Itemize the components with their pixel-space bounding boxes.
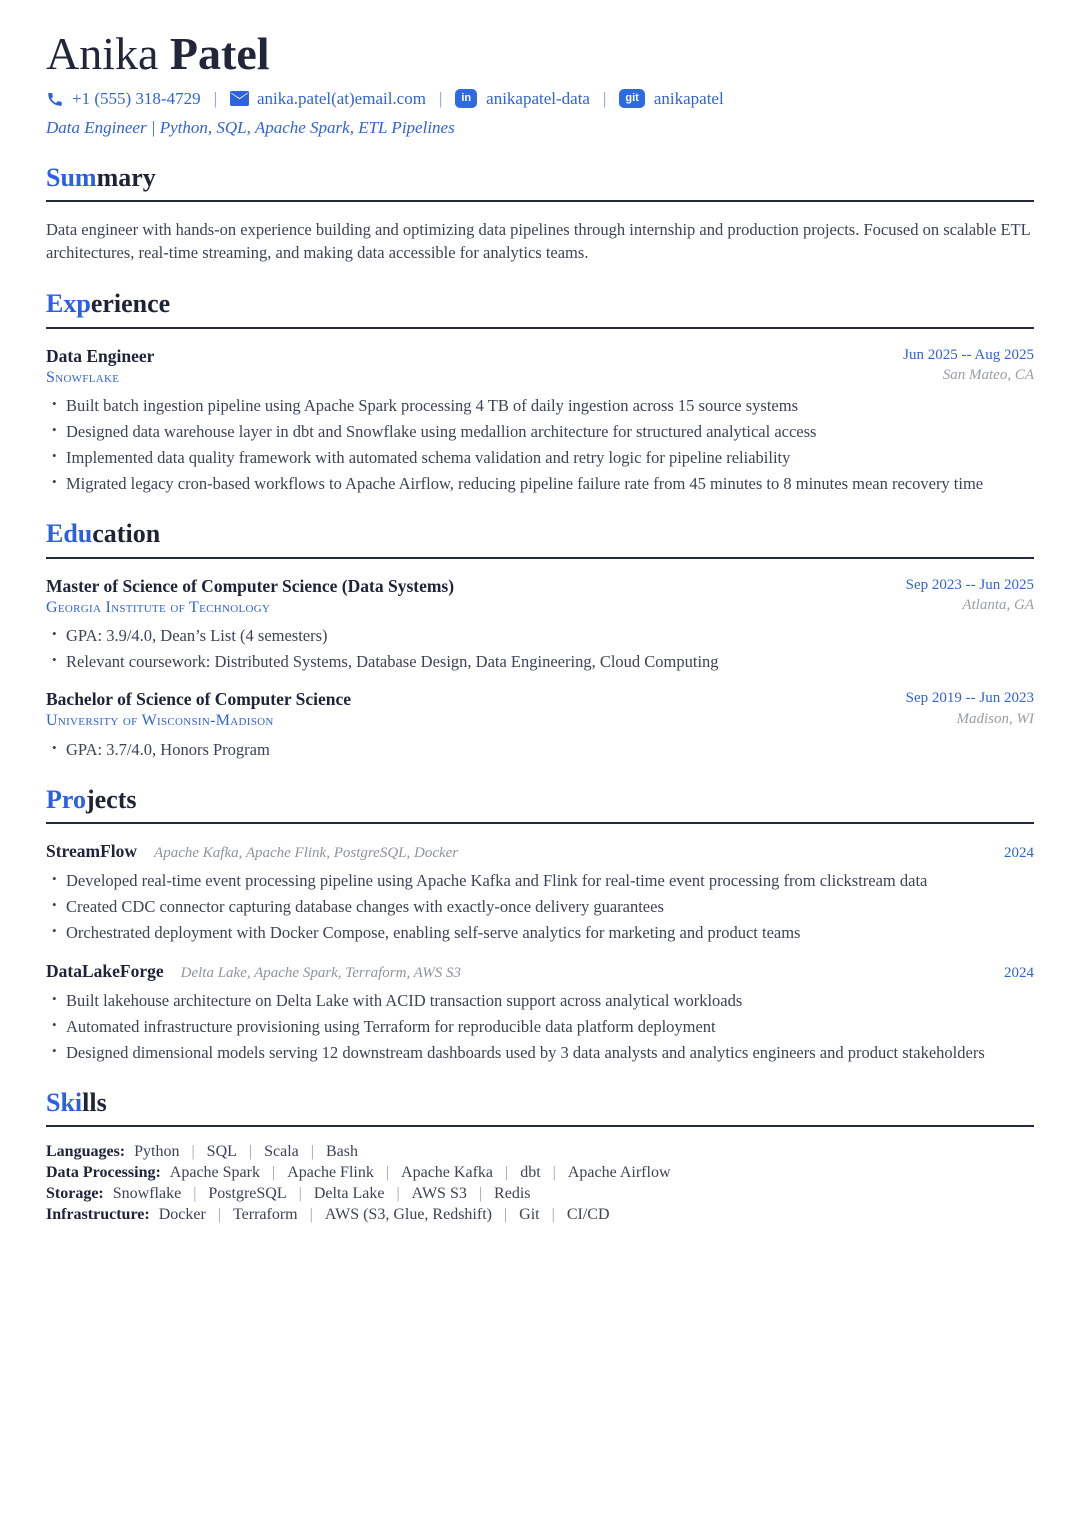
bullet-item: • Built batch ingestion pipeline using Apache Spark processing 4 TB of daily ingestion across 15 source systems xyxy=(66,395,1034,416)
skill-item: dbt xyxy=(520,1164,541,1182)
location: Atlanta, GA xyxy=(962,597,1034,614)
project-year: 2024 xyxy=(1004,845,1034,862)
skill-separator: | xyxy=(271,1164,276,1182)
bullet-item: • Orchestrated deployment with Docker Compose, enabling self-serve analytics for marketing and product teams xyxy=(66,922,1034,943)
school-name: Georgia Institute of Technology xyxy=(46,598,271,616)
section-education xyxy=(46,520,1034,760)
email-address[interactable]: anika.patel(at)email.com xyxy=(256,88,426,108)
skill-category-label: Languages: xyxy=(46,1143,126,1161)
bullet-item: • Designed data warehouse layer in dbt and Snowflake using medallion architecture for structured analytical access xyxy=(66,421,1034,442)
degree-title: Bachelor of Science of Computer Science xyxy=(46,689,352,710)
skill-item: AWS (S3, Glue, Redshift) xyxy=(324,1205,492,1223)
bullet-item: • Migrated legacy cron-based workflows to Apache Airflow, reducing pipeline failure rate from 45 minutes to 8 minutes mean recovery time xyxy=(66,473,1034,494)
contact-row xyxy=(46,89,1034,109)
skill-item: Bash xyxy=(325,1143,358,1161)
linkedin-icon: in xyxy=(455,89,477,108)
date-range: Jun 2025 -- Aug 2025 xyxy=(903,346,1034,363)
skills-row xyxy=(46,1164,1034,1183)
location: San Mateo, CA xyxy=(942,367,1034,384)
entry-meta xyxy=(906,689,1034,729)
skills-row xyxy=(46,1143,1034,1162)
education-entry xyxy=(46,689,1034,760)
skill-separator: | xyxy=(191,1143,195,1161)
project-entry xyxy=(46,961,1034,1063)
skill-item: CI/CD xyxy=(566,1205,610,1223)
skills-row xyxy=(46,1185,1034,1204)
company-name: Snowflake xyxy=(46,368,120,386)
bullet-list xyxy=(46,625,1034,672)
skill-item: Apache Flink xyxy=(287,1164,374,1182)
skill-separator: | xyxy=(310,1143,314,1161)
skills-list xyxy=(170,1164,671,1181)
project-entry xyxy=(46,841,1034,943)
person-name xyxy=(46,28,1034,80)
skill-separator: | xyxy=(505,1164,509,1182)
bullet-item: • Built lakehouse architecture on Delta Lake with ACID transaction support across analytical workloads xyxy=(66,990,1034,1011)
education-entry xyxy=(46,576,1034,673)
project-year: 2024 xyxy=(1004,964,1034,981)
skills-row xyxy=(46,1206,1034,1225)
skill-item: Apache Airflow xyxy=(567,1164,671,1182)
project-name: StreamFlow xyxy=(46,841,138,862)
skill-separator: | xyxy=(385,1164,390,1182)
skill-item: Apache Kafka xyxy=(401,1164,493,1182)
bullet-item: • Created CDC connector capturing database changes with exactly-once delivery guarantees xyxy=(66,896,1034,917)
project-stack: Delta Lake, Apache Spark, Terraform, AWS S3 xyxy=(180,964,462,981)
experience-heading xyxy=(46,290,1034,328)
section-summary xyxy=(46,164,1034,265)
first-name: Anika xyxy=(46,28,159,79)
entry-header xyxy=(46,576,1034,617)
section-skills xyxy=(46,1089,1034,1224)
bullet-list xyxy=(46,395,1034,494)
experience-entry xyxy=(46,346,1034,495)
bullet-item: • GPA: 3.9/4.0, Dean’s List (4 semesters) xyxy=(66,625,1034,646)
skill-separator: | xyxy=(309,1205,313,1223)
heading-rest: cation xyxy=(92,519,161,549)
project-name: DataLakeForge xyxy=(46,960,164,981)
tagline: Data Engineer | Python, SQL, Apache Spark, ETL Pipelines xyxy=(46,117,455,137)
heading-accent: Sum xyxy=(46,162,97,192)
bullet-list xyxy=(46,739,1034,760)
degree-title: Master of Science of Computer Science (Data Systems) xyxy=(46,575,455,596)
heading-rest: mary xyxy=(96,162,156,192)
education-heading xyxy=(46,520,1034,558)
skills-list xyxy=(113,1185,531,1202)
skill-item: AWS S3 xyxy=(411,1184,467,1202)
contact-separator: | xyxy=(438,88,443,108)
project-header xyxy=(46,841,1034,862)
job-title: Data Engineer xyxy=(46,345,155,366)
linkedin-handle[interactable]: anikapatel-data xyxy=(486,88,590,108)
location: Madison, WI xyxy=(956,710,1034,727)
skill-category-label: Storage: xyxy=(46,1184,104,1202)
skill-item: Scala xyxy=(264,1143,299,1161)
summary-heading xyxy=(46,164,1034,202)
skills-block xyxy=(46,1143,1034,1224)
projects-heading xyxy=(46,786,1034,824)
bullet-item: • GPA: 3.7/4.0, Honors Program xyxy=(66,739,1034,760)
date-range: Sep 2023 -- Jun 2025 xyxy=(905,576,1034,593)
skill-separator: | xyxy=(396,1184,400,1202)
entry-left xyxy=(46,689,351,730)
heading-accent: Exp xyxy=(46,289,91,319)
github-icon: git xyxy=(619,89,644,108)
bullet-item: • Automated infrastructure provisioning using Terraform for reproducible data platform deployment xyxy=(66,1016,1034,1037)
phone-icon xyxy=(46,90,64,108)
summary-text: Data engineer with hands-on experience building and optimizing data pipelines through internship and production projects. Focused on scalable ETL architectures, real-time streaming, and making data accessible for analytics teams. xyxy=(46,219,1031,262)
heading-rest: jects xyxy=(85,785,137,815)
contact-separator: | xyxy=(602,88,607,108)
phone-number[interactable]: +1 (555) 318-4729 xyxy=(72,88,201,108)
date-range: Sep 2019 -- Jun 2023 xyxy=(905,690,1034,707)
bullet-list xyxy=(46,990,1034,1063)
skill-item: Snowflake xyxy=(112,1184,182,1202)
school-name: University of Wisconsin-Madison xyxy=(46,712,274,730)
skill-item: Delta Lake xyxy=(313,1184,385,1202)
skills-heading xyxy=(46,1089,1034,1127)
entry-header xyxy=(46,689,1034,730)
contact-separator: | xyxy=(213,88,217,108)
heading-rest: erience xyxy=(90,289,171,319)
bullet-list xyxy=(46,870,1034,943)
section-experience xyxy=(46,290,1034,494)
bullet-item: • Implemented data quality framework with automated schema validation and retry logic for pipeline reliability xyxy=(66,447,1034,468)
skills-list xyxy=(159,1206,610,1223)
project-stack: Apache Kafka, Apache Flink, PostgreSQL, Docker xyxy=(154,845,459,862)
skill-category-label: Infrastructure: xyxy=(46,1205,150,1223)
entry-header xyxy=(46,346,1034,387)
skill-separator: | xyxy=(478,1184,483,1202)
skills-list xyxy=(134,1143,358,1160)
entry-meta xyxy=(906,576,1034,616)
skill-item: SQL xyxy=(206,1143,237,1161)
skill-separator: | xyxy=(193,1184,197,1202)
skill-item: Apache Spark xyxy=(169,1164,260,1182)
entry-left xyxy=(46,346,154,387)
bullet-item: • Developed real-time event processing pipeline using Apache Kafka and Flink for real-time event processing from clickstream data xyxy=(66,870,1034,891)
skill-separator: | xyxy=(503,1205,508,1223)
entry-meta xyxy=(903,346,1034,386)
github-handle[interactable]: anikapatel xyxy=(653,88,724,108)
skill-separator: | xyxy=(248,1143,253,1161)
skill-separator: | xyxy=(298,1184,302,1202)
skill-separator: | xyxy=(217,1205,221,1223)
skill-category-label: Data Processing: xyxy=(46,1164,161,1182)
project-header xyxy=(46,961,1034,982)
bullet-item: • Designed dimensional models serving 12 downstream dashboards used by 3 data analysts and analytics engineers and product stakeholders xyxy=(66,1042,1034,1063)
entry-left xyxy=(46,576,454,617)
skill-item: Python xyxy=(134,1143,180,1161)
skill-item: Terraform xyxy=(232,1205,298,1223)
skill-separator: | xyxy=(552,1164,556,1182)
heading-rest: lls xyxy=(82,1088,107,1118)
last-name: Patel xyxy=(169,28,270,79)
email-icon xyxy=(230,91,249,106)
skill-separator: | xyxy=(551,1205,555,1223)
heading-accent: Edu xyxy=(46,519,93,549)
heading-accent: Ski xyxy=(46,1088,83,1118)
section-projects xyxy=(46,786,1034,1063)
skill-item: Redis xyxy=(494,1184,531,1202)
bullet-item: • Relevant coursework: Distributed Systems, Database Design, Data Engineering, Cloud Computing xyxy=(66,651,1034,672)
heading-accent: Pro xyxy=(46,785,86,815)
skill-item: Git xyxy=(519,1205,540,1223)
skill-item: PostgreSQL xyxy=(208,1184,287,1202)
skill-item: Docker xyxy=(158,1205,206,1223)
